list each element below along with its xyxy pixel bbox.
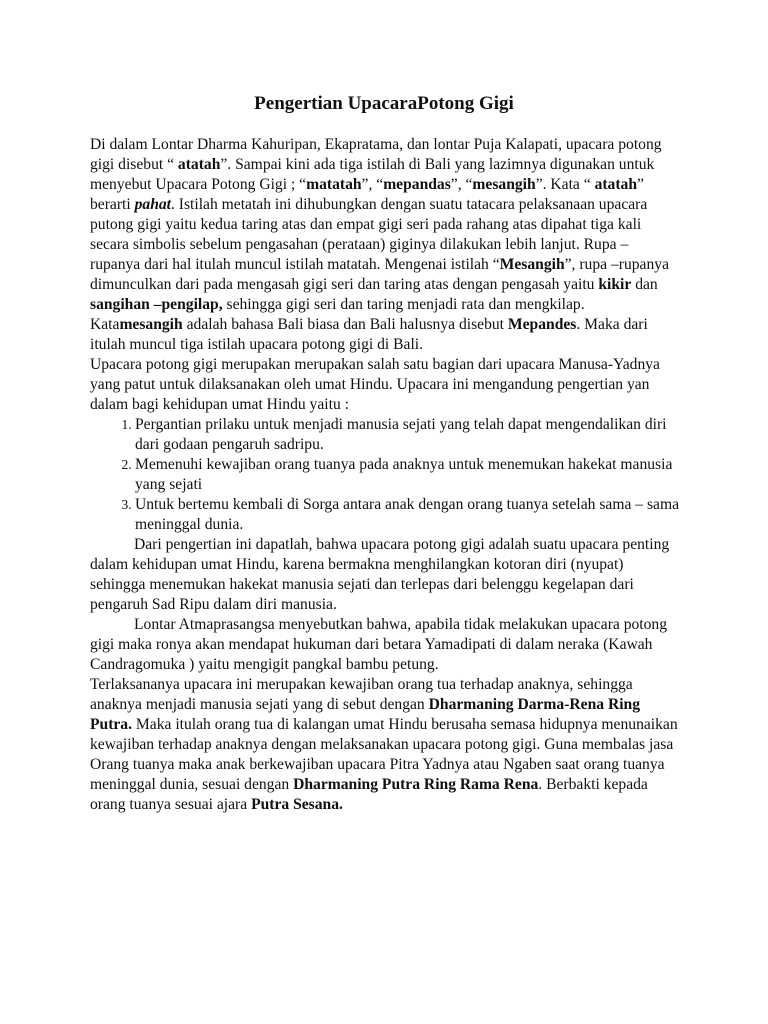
paragraph-meaning: Upacara potong gigi merupakan merupakan salah satu bagian dari upacara Manusa-Yadnya yang patut untuk dilaksanakan oleh umat Hindu. Upacara ini mengandung pengertian yan dalam bagi kehidupan umat Hindu yaitu : xyxy=(90,356,660,413)
term-pahat: pahat xyxy=(134,196,171,213)
text-run: sehingga gigi seri dan taring menjadi rata dan mengkilap. Kata xyxy=(90,296,585,333)
text-run: Di dalam Lontar Dharma Kahuripan, Ekapratama, dan lontar Puja Kalapati, upacara potong gigi disebut “ xyxy=(90,136,662,173)
term-atatah-2: atatah xyxy=(594,176,638,193)
term-dharmaning-darma-rena: Dharmaning Darma-Rena Ring Putra. xyxy=(90,696,641,733)
text-run: . Berbakti kepada orang tuanya sesuai ajara xyxy=(90,776,648,813)
term-mepandas: mepandas xyxy=(383,176,451,193)
term-mesangih-3: mesangih xyxy=(119,316,183,333)
text-run: Terlaksananya upacara ini merupakan kewajiban orang tua terhadap anaknya, sehingga anaknya menjadi manusia sejati yang di sebut dengan xyxy=(90,676,633,713)
text-run: . Maka dari itulah muncul tiga istilah upacara potong gigi di Bali. xyxy=(90,316,648,353)
text-run: ”, “ xyxy=(450,176,473,193)
text-run: ”, rupa –rupanya dimunculkan dari pada mengasah gigi seri dan taring atas dengan pengasah yaitu xyxy=(90,256,669,293)
page-title: Pengertian UpacaraPotong Gigi xyxy=(254,93,514,114)
term-mepandes: Mepandes xyxy=(507,316,577,333)
term-sangihan: sangihan –pengilap, xyxy=(90,296,223,313)
text-run: Maka itulah orang tua di kalangan umat Hindu berusaha semasa hidupnya menunaikan kewajiban terhadap anaknya dengan melaksanakan upacara potong gigi. Guna membalas jasa Orang tuanya maka anak berkewajiban upacara Pitra Yadnya atau Ngaben saat orang tuanya meninggal dunia, sesuai dengan xyxy=(90,716,678,793)
text-run: ” berarti xyxy=(90,176,644,213)
term-atatah: atatah xyxy=(177,156,221,173)
term-matatah: matatah xyxy=(306,176,362,193)
list-item: 2. Memenuhi kewajiban orang tuanya pada anaknya untuk menemukan hakekat manusia yang sejati xyxy=(135,455,680,495)
paragraph-obligation xyxy=(90,675,680,815)
text-run: dan xyxy=(631,276,658,293)
meaning-list xyxy=(90,415,680,535)
paragraph-lontar: Lontar Atmaprasangsa menyebutkan bahwa, apabila tidak melakukan upacara potong gigi maka ronya akan mendapat hukuman dari betara Yamadipati di dalam neraka (Kawah Candragomuka ) yaitu mengigit pangkal bambu petung. xyxy=(90,616,668,673)
text-run: ”. Sampai kini ada tiga istilah di Bali yang lazimnya digunakan untuk menyebut Upacara Potong Gigi ; “ xyxy=(90,156,655,193)
text-run: . Istilah metatah ini dihubungkan dengan suatu tatacara pelaksanaan upacara putong gigi yaitu kedua taring atas dan empat gigi seri pada rahang atas dipahat tiga kali secara simbolis sebelum pengasahan (perataan) giginya dilakukan lebih lanjut. Rupa – rupanya dari hal itulah muncul istilah matatah. Mengenai istilah “ xyxy=(90,196,648,273)
list-item: 3. Untuk bertemu kembali di Sorga antara anak dengan orang tuanya setelah sama – sama meninggal dunia. xyxy=(135,495,680,535)
term-kikir: kikir xyxy=(598,276,632,293)
text-run: ”, “ xyxy=(361,176,384,193)
term-mesangih-2: Mesangih xyxy=(499,256,565,273)
text-run: adalah bahasa Bali biasa dan Bali halusnya disebut xyxy=(182,316,508,333)
paragraph-intro xyxy=(90,135,680,355)
term-dharmaning-putra: Dharmaning Putra Ring Rama Rena xyxy=(293,776,539,793)
list-item: 1. Pergantian prilaku untuk menjadi manusia sejati yang telah dapat mengendalikan diri dari godaan pengaruh sadripu. xyxy=(135,415,680,455)
term-mesangih: mesangih xyxy=(472,176,536,193)
document-body xyxy=(90,135,680,815)
text-run: ”. Kata “ xyxy=(535,176,595,193)
term-putra-sesana: Putra Sesana. xyxy=(251,796,343,813)
paragraph-conclusion: Dari pengertian ini dapatlah, bahwa upacara potong gigi adalah suatu upacara penting dalam kehidupan umat Hindu, karena bermakna menghilangkan kotoran diri (nyupat) sehingga menemukan hakekat manusia sejati dan terlepas dari belenggu kegelapan dari pengaruh Sad Ripu dalam diri manusia. xyxy=(90,536,670,613)
